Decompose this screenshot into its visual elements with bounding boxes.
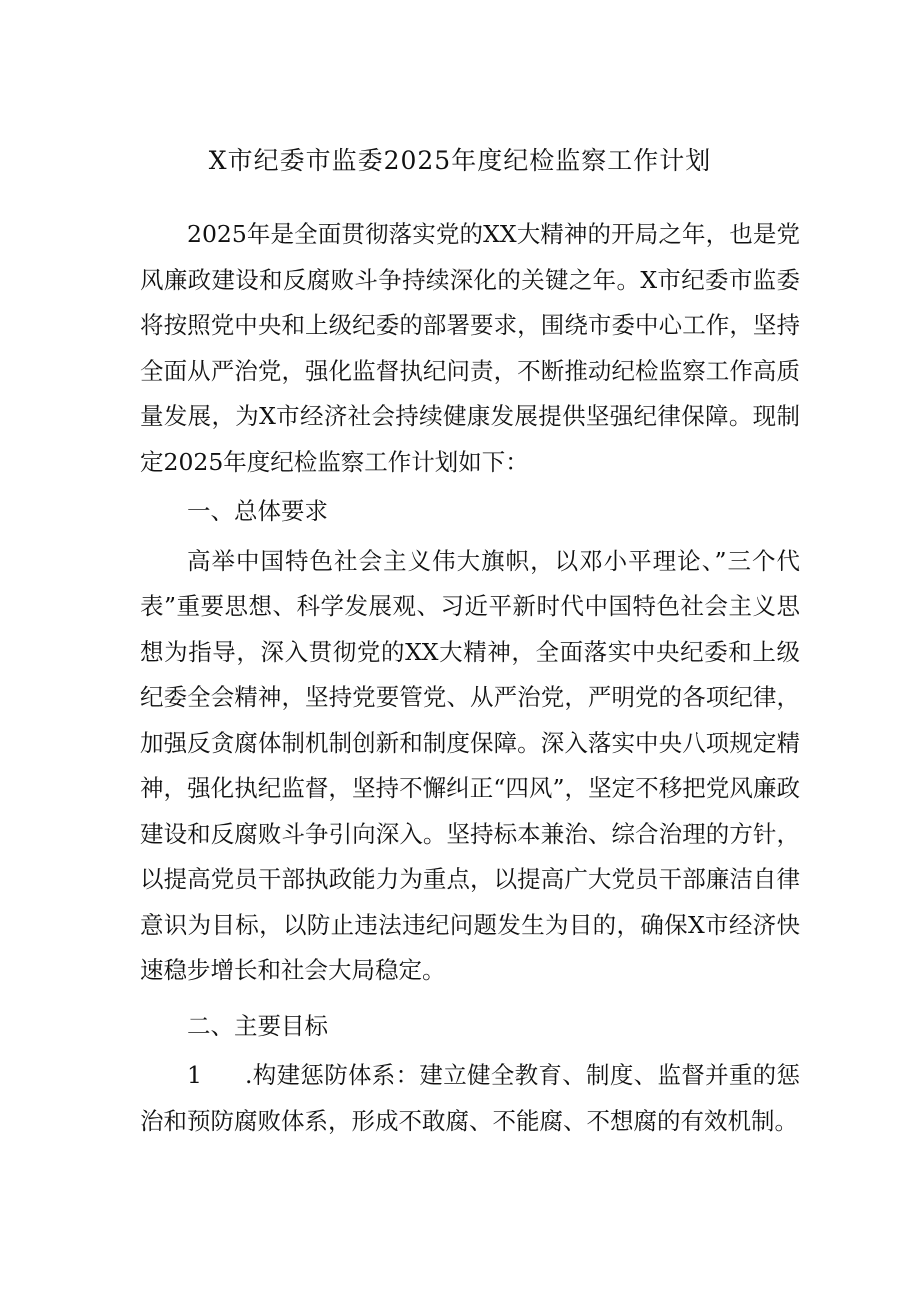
- goal-item-text: .构建惩防体系：建立健全教育、制度、监督并重的惩治和预防腐败体系，形成不敢腐、不能腐、不想腐的有效机制。: [140, 1061, 800, 1135]
- intro-paragraph: 2025年是全面贯彻落实党的XX大精神的开局之年，也是党风廉政建设和反腐败斗争持续深化的关键之年。X市纪委市监委将按照党中央和上级纪委的部署要求，围绕市委中心工作，坚持全面从严治党，强化监督执纪问责，不断推动纪检监察工作高质量发展，为X市经济社会持续健康发展提供坚强纪律保障。现制定2025年度纪检监察工作计划如下：: [140, 220, 800, 476]
- overall-requirements-paragraph: 高举中国特色社会主义伟大旗帜，以邓小平理论、”三个代表”重要思想、科学发展观、习近平新时代中国特色社会主义思想为指导，深入贯彻党的XX大精神，全面落实中央纪委和上级纪委全会精神，坚持党要管党、从严治党，严明党的各项纪律，加强反贪腐体制机制创新和制度保障。深入落实中央八项规定精神，强化执纪监督，坚持不懈纠正“四风”，坚定不移把党风廉政建设和反腐败斗争引向深入。坚持标本兼治、综合治理的方针，以提高党员干部执政能力为重点，以提高广大党员干部廉洁自律意识为目标，以防止违法违纪问题发生为目的，确保X市经济快速稳步增长和社会大局稳定。: [140, 546, 800, 984]
- document-body: [140, 212, 800, 1144]
- goal-item: [140, 1053, 800, 1144]
- document-title: X市纪委市监委2025年度纪检监察工作计划: [208, 146, 712, 175]
- goal-item-number: 1: [187, 1061, 202, 1089]
- section-heading-overall-requirements: 一、总体要求: [187, 497, 328, 525]
- section-heading-main-goals: 二、主要目标: [187, 1011, 328, 1040]
